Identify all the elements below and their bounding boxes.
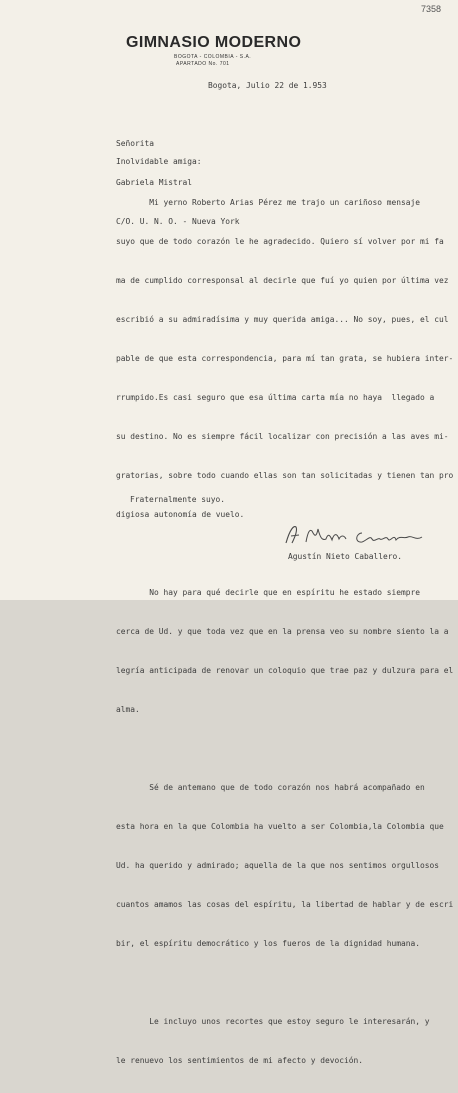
- body-line: Sé de antemano que de todo corazón nos habrá acompañado en: [116, 783, 425, 792]
- archive-number: 7358: [421, 4, 442, 14]
- body-line: [116, 976, 453, 989]
- handwritten-signature: [282, 523, 432, 547]
- signatory-name: Agustín Nieto Caballero.: [288, 552, 403, 561]
- body-line: rrumpido.Es casi seguro que esa última carta mía no haya llegado a: [116, 393, 435, 402]
- letter-date: Bogota, Julio 22 de 1.953: [208, 81, 327, 90]
- body-line: No hay para qué decirle que en espíritu he estado siempre: [116, 588, 421, 597]
- body-line: cerca de Ud. y que toda vez que en la prensa veo su nombre siento la a: [116, 627, 449, 636]
- letterhead-name: GIMNASIO MODERNO: [126, 34, 302, 51]
- closing: Fraternalmente suyo.: [130, 495, 226, 504]
- body-line: gratorias, sobre todo cuando ellas son tan solicitadas y tienen tan pro: [116, 471, 454, 480]
- body-line: suyo que de todo corazón le he agradecido. Quiero sí volver por mi fa: [116, 237, 444, 246]
- body-line: le renuevo los sentimientos de mi afecto y devoción.: [116, 1056, 364, 1065]
- salutation: Inolvidable amiga:: [116, 157, 202, 166]
- address-line: Gabriela Mistral: [116, 178, 193, 187]
- letterhead-po-box: APARTADO No. 701: [176, 61, 230, 67]
- body-line: [116, 547, 453, 560]
- letterhead-location: BOGOTA - COLOMBIA - S.A.: [174, 54, 252, 60]
- body-line: alma.: [116, 705, 140, 714]
- body-line: bir, el espíritu democrático y los fueros de la dignidad humana.: [116, 939, 421, 948]
- body-line: cuantos amamos las cosas del espíritu, la libertad de hablar y de escri: [116, 900, 454, 909]
- body-line: pable de que esta correspondencia, para mí tan grata, se hubiera inter-: [116, 354, 454, 363]
- body-line: Ud. ha querido y admirado; aquella de la que nos sentimos orgullosos: [116, 861, 440, 870]
- body-line: digiosa autonomía de vuelo.: [116, 510, 245, 519]
- address-line: Señorita: [116, 139, 155, 148]
- body-line: Le incluyo unos recortes que estoy seguro le interesarán, y: [116, 1017, 430, 1026]
- body-line: escribió a su admiradísima y muy querida amiga... No soy, pues, el cul: [116, 315, 449, 324]
- letter-body: [116, 170, 453, 1093]
- body-line: esta hora en la que Colombia ha vuelto a ser Colombia,la Colombia que: [116, 822, 444, 831]
- body-line: [116, 742, 453, 755]
- body-line: su destino. No es siempre fácil localizar con precisión a las aves mi-: [116, 432, 449, 441]
- letterhead: [126, 34, 316, 67]
- body-line: ma de cumplido corresponsal al decirle que fuí yo quien por última vez: [116, 276, 449, 285]
- address-line: C/O. U. N. O. - Nueva York: [116, 217, 240, 226]
- body-line: legría anticipada de renovar un coloquio que trae paz y dulzura para el: [116, 666, 454, 675]
- body-line: Mi yerno Roberto Arias Pérez me trajo un cariñoso mensaje: [116, 198, 421, 207]
